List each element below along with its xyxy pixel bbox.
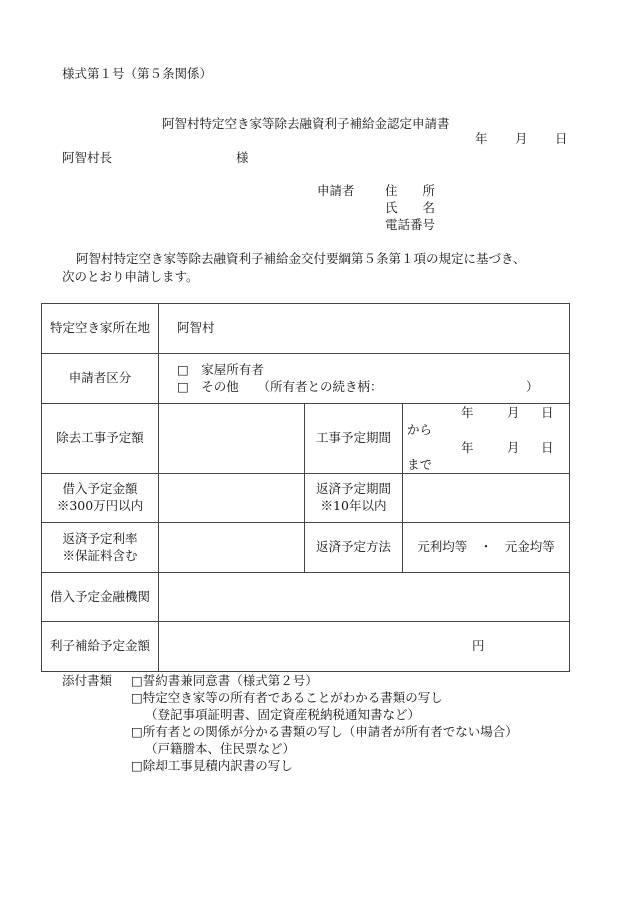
attachment-note: （登記事項証明書、固定資産税納税通知書など）: [145, 707, 421, 722]
interest-rate-note: ※保証料含む: [62, 547, 138, 563]
location-value[interactable]: 阿智村: [159, 304, 570, 354]
addressee-name: 阿智村長: [62, 150, 113, 165]
applicant-name-label: 氏 名: [385, 200, 436, 215]
applicant-address-label: 住 所: [385, 183, 436, 198]
period-to-month: 月: [507, 439, 520, 455]
yen-unit: 円: [472, 638, 485, 654]
intro-line-1: 阿智村特定空き家等除去融資利子補給金交付要綱第５条第１項の規定に基づき、: [76, 251, 526, 266]
attachment-item: □所有者との関係が分かる書類の写し（申請者が所有者でない場合）: [131, 724, 518, 739]
applicant-phone-label: 電話番号: [385, 217, 436, 232]
attachment-note: （戸籍謄本、住民票など）: [145, 741, 296, 756]
application-table: [41, 303, 570, 672]
form-number: 様式第１号（第５条関係）: [62, 66, 213, 81]
applicant-label: 申請者: [317, 183, 355, 198]
category-other-checkbox[interactable]: [159, 379, 569, 396]
repay-period-note: ※10年以内: [320, 498, 387, 513]
construction-period-value[interactable]: [403, 404, 570, 474]
interest-rate-value[interactable]: [159, 523, 305, 573]
repay-method-value[interactable]: 元利均等 ・ 元金均等: [403, 523, 570, 573]
location-label: 特定空き家所在地: [42, 304, 159, 354]
removal-cost-value[interactable]: [159, 404, 305, 474]
document-title: 阿智村特定空き家等除去融資利子補給金認定申請書: [162, 116, 450, 131]
loan-amount-value[interactable]: [159, 474, 305, 523]
attachment-item: □誓約書兼同意書（様式第２号）: [131, 673, 318, 688]
repay-period-value[interactable]: [403, 474, 570, 523]
intro-line-2: 次のとおり申請します。: [62, 269, 199, 284]
date-year: 年: [475, 131, 488, 146]
category-other-close: ）: [526, 378, 539, 394]
attachments-label: 添付書類: [62, 673, 113, 688]
period-from-year: 年: [461, 404, 474, 420]
period-to-year: 年: [461, 439, 474, 455]
repay-period-label: 返済予定期間 ※10年以内: [305, 474, 403, 523]
period-from-day: 日: [541, 404, 554, 420]
period-to-label: まで: [407, 456, 433, 472]
interest-rate-label: 返済予定利率 ※保証料含む: [42, 523, 159, 573]
subsidy-label: 利子補給予定金額: [42, 622, 159, 672]
date-day: 日: [555, 131, 568, 146]
repay-method-label: 返済予定方法: [305, 523, 403, 573]
bank-label: 借入予定金融機関: [42, 573, 159, 622]
category-options: [159, 354, 570, 404]
subsidy-value[interactable]: [159, 622, 570, 672]
attachment-item: □特定空き家等の所有者であることがわかる書類の写し: [131, 690, 443, 705]
date-month: 月: [515, 131, 528, 146]
period-to-day: 日: [541, 439, 554, 455]
category-other-label: □ その他 （所有者との続き柄：: [177, 378, 383, 394]
loan-amount-note: ※300万円以内: [56, 498, 144, 513]
period-from-month: 月: [507, 404, 520, 420]
construction-period-label: 工事予定期間: [305, 404, 403, 474]
loan-amount-label: 借入予定金額 ※300万円以内: [42, 474, 159, 523]
attachment-item: □除却工事見積内訳書の写し: [131, 758, 293, 773]
addressee-honorific: 様: [236, 150, 249, 165]
bank-value[interactable]: [159, 573, 570, 622]
category-owner-checkbox[interactable]: □ 家屋所有者: [177, 361, 264, 377]
removal-cost-label: 除去工事予定額: [42, 404, 159, 474]
period-from-label: から: [407, 421, 433, 437]
category-label: 申請者区分: [42, 354, 159, 404]
